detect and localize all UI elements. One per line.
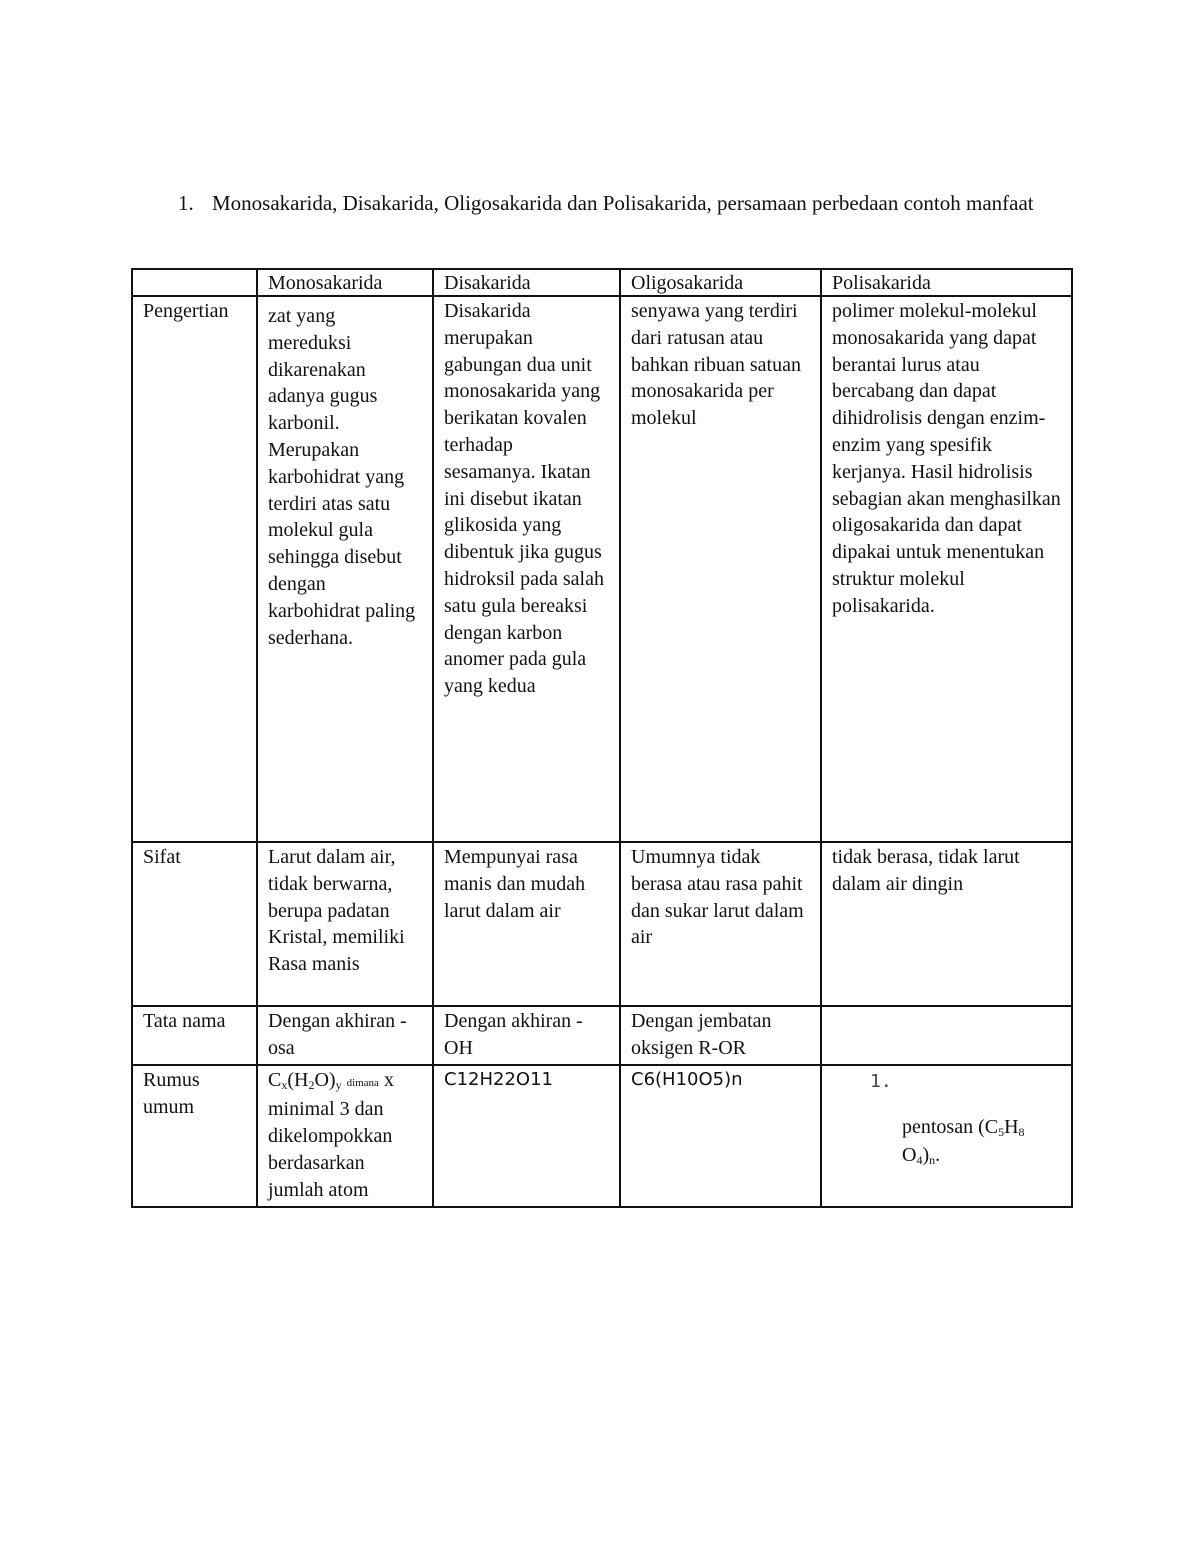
- header-cell-polisakarida: Polisakarida: [821, 269, 1072, 296]
- cell-rumus-polisakarida: [821, 1065, 1072, 1207]
- pent-h: H: [1004, 1116, 1019, 1139]
- pent-four-sub: 4: [916, 1153, 923, 1168]
- row-label-rumus-umum: Rumus umum: [132, 1065, 257, 1207]
- cell-pengertian-monosakarida: zat yang mereduksi dikarenakan adanya gugus karbonil. Merupakan karbohidrat yang terdiri atas satu molekul gula sehingga disebut dengan karbohidrat paling sederhana.: [257, 296, 433, 842]
- table-row-sifat: [132, 842, 1072, 1006]
- formula-y-sub: y: [335, 1077, 342, 1092]
- comparison-table: [131, 268, 1073, 1208]
- cell-tata-nama-polisakarida: [821, 1006, 1072, 1065]
- pent-end: .: [935, 1144, 941, 1167]
- pent-n-sub: n: [929, 1153, 936, 1168]
- row-label-sifat: Sifat: [132, 842, 257, 1006]
- formula-two-sub: 2: [308, 1077, 315, 1092]
- formula-x-sub: x: [281, 1077, 288, 1092]
- header-cell-oligosakarida: Oligosakarida: [620, 269, 821, 296]
- pent-o: O: [902, 1144, 917, 1167]
- pent-five-sub: 5: [998, 1125, 1005, 1140]
- header-cell-monosakarida: Monosakarida: [257, 269, 433, 296]
- cell-pengertian-oligosakarida: senyawa yang terdiri dari ratusan atau bahkan ribuan satuan monosakarida per molekul: [620, 296, 821, 842]
- header-cell-empty: [132, 269, 257, 296]
- cell-sifat-polisakarida: tidak berasa, tidak larut dalam air dingin: [821, 842, 1072, 1006]
- cell-pengertian-polisakarida: polimer molekul-molekul monosakarida yang dapat berantai lurus atau bercabang dan dapat dihidrolisis dengan enzim-enzim yang spesifik kerjanya. Hasil hidrolisis sebagian akan menghasilkan oligosakarida dan dapat dipakai untuk menentukan struktur molekul polisakarida.: [821, 296, 1072, 842]
- question-text: Monosakarida, Disakarida, Oligosakarida dan Polisakarida, persamaan perbedaan contoh manfaat: [212, 191, 1034, 215]
- table-row-rumus-umum: [132, 1065, 1072, 1207]
- row-label-tata-nama: Tata nama: [132, 1006, 257, 1065]
- cell-sifat-oligosakarida: Umumnya tidak berasa atau rasa pahit dan sukar larut dalam air: [620, 842, 821, 1006]
- cell-pengertian-disakarida: Disakarida merupakan gabungan dua unit monosakarida yang berikatan kovalen terhadap sesamanya. Ikatan ini disebut ikatan glikosida yang dibentuk jika gugus hidroksil pada salah satu gula bereaksi dengan karbon anomer pada gula yang kedua: [433, 296, 620, 842]
- cell-tata-nama-monosakarida: Dengan akhiran -osa: [257, 1006, 433, 1065]
- formula-rest: minimal 3 dan dikelompokkan berdasarkan jumlah atom: [268, 1098, 393, 1201]
- pent-text: pentosan (C: [902, 1116, 999, 1139]
- cell-rumus-disakarida: C12H22O11: [433, 1065, 620, 1207]
- list-number: 1.: [870, 1070, 892, 1092]
- row-label-pengertian: Pengertian: [132, 296, 257, 842]
- pentosan-formula: [832, 1113, 1061, 1169]
- table-row-pengertian: [132, 296, 1072, 842]
- table-header-row: [132, 269, 1072, 296]
- cell-rumus-monosakarida: [257, 1065, 433, 1207]
- pent-eight-sub: 8: [1018, 1125, 1025, 1140]
- cell-tata-nama-disakarida: Dengan akhiran - OH: [433, 1006, 620, 1065]
- formula-c: C: [268, 1068, 282, 1091]
- formula-dimana: dimana: [346, 1076, 379, 1089]
- formula-h2o-close: O): [314, 1068, 336, 1091]
- formula-h2o-open: (H: [287, 1068, 309, 1091]
- table-row-tata-nama: [132, 1006, 1072, 1065]
- question-heading: [178, 188, 1078, 219]
- cell-sifat-disakarida: Mempunyai rasa manis dan mudah larut dalam air: [433, 842, 620, 1006]
- header-cell-disakarida: Disakarida: [433, 269, 620, 296]
- cell-rumus-oligosakarida: C6(H10O5)n: [620, 1065, 821, 1207]
- cell-sifat-monosakarida: Larut dalam air, tidak berwarna, berupa padatan Kristal, memiliki Rasa manis: [257, 842, 433, 1006]
- cell-tata-nama-oligosakarida: Dengan jembatan oksigen R-OR: [620, 1006, 821, 1065]
- formula-x-word: x: [378, 1068, 394, 1091]
- question-number: 1.: [178, 191, 194, 215]
- pent-tail: ): [922, 1144, 930, 1167]
